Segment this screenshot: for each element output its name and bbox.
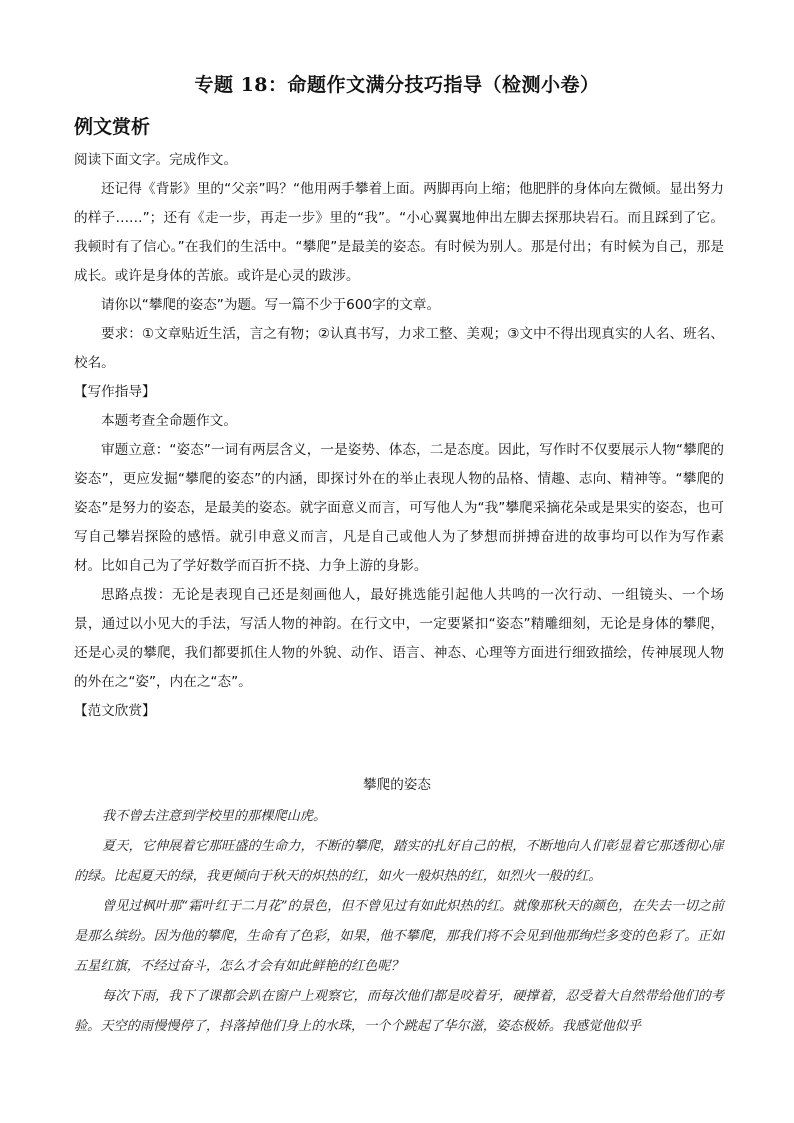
- prompt-section: [74, 146, 724, 726]
- essay-paragraph-3: 曾见过枫叶那“霜叶红于二月花”的景色，但不曾见过有如此炽热的红。就像那秋天的颜色，在失去一切之前是那么缤纷。因为他的攀爬，生命有了色彩，如果，他不攀爬，那我们将不会见到他那绚烂多变的色彩了。正如五星红旗，不经过奋斗，怎么才会有如此鲜艳的红色呢？: [74, 899, 724, 974]
- prompt-intro: 阅读下面文字。完成作文。: [74, 152, 238, 168]
- guide-heading: 【写作指导】: [74, 384, 156, 400]
- guide-paragraph-3: 思路点拨：无论是表现自己还是刻画他人，最好挑选能引起他人共鸣的一次行动、一组镜头、一个场景，通过以小见大的手法，写活人物的神韵。在行文中，一定要紧扣“姿态”精雕细刻，无论是身体的攀爬，还是心灵的攀爬，我们都要抓住人物的外貌、动作、语言、神态、心理等方面进行细致描绘，传神展现人物的外在之“姿”，内在之“态”。: [74, 587, 724, 690]
- essay-paragraph-1: 我不曾去注意到学校里的那棵爬山虎。: [102, 809, 327, 824]
- essay-paragraph-4: 每次下雨，我下了课都会趴在窗户上观察它，而每次他们都是咬着牙，硬撑着，忍受着大自然带给他们的考验。天空的雨慢慢停了，抖落掉他们身上的水珠，一个个跳起了华尔滋，姿态极娇。我感觉他似乎: [74, 989, 724, 1034]
- essay-body: [74, 802, 724, 1042]
- document-title: 专题 18：命题作文满分技巧指导（检测小卷）: [194, 74, 600, 96]
- guide-paragraph-2: 审题立意：“姿态”一词有两层含义，一是姿势、体态，二是态度。因此，写作时不仅要展示人物“攀爬的姿态”，更应发掘“攀爬的姿态”的内涵，即探讨外在的举止表现人物的品格、情趣、志向、精神等。“攀爬的姿态”是努力的姿态，是最美的姿态。就字面意义而言，可写他人为“我”攀爬采摘花朵或是果实的姿态，也可写自己攀岩探险的感悟。就引申意义而言，凡是自己或他人为了梦想而拼搏奋进的故事均可以作为写作素材。比如自己为了学好数学而百折不挠、力争上游的身影。: [74, 442, 724, 574]
- section-heading: 例文赏析: [74, 116, 151, 138]
- prompt-requirements: 要求：①文章贴近生活，言之有物；②认真书写，力求工整、美观；③文中不得出现真实的人名、班名、校名。: [74, 326, 724, 371]
- prompt-task: 请你以“攀爬的姿态”为题。写一篇不少于600字的文章。: [101, 297, 441, 313]
- prompt-body: 还记得《背影》里的“父亲”吗？“他用两手攀着上面。两脚再向上缩；他肥胖的身体向左微倾。显出努力的样子……”；还有《走一步，再走一步》里的“我”。“小心翼翼地伸出左脚去探那块岩石。而且踩到了它。我顿时有了信心。”在我们的生活中。“攀爬”是最美的姿态。有时候为别人。那是付出；有时候为自己，那是成长。或许是身体的苦旅。或许是心灵的跋涉。: [74, 181, 724, 284]
- essay-paragraph-2: 夏天，它伸展着它那旺盛的生命力，不断的攀爬，踏实的扎好自己的根，不断地向人们彰显着它那透彻心扉的绿。比起夏天的绿，我更倾向于秋天的炽热的红，如火一般炽热的红，如烈火一般的红。: [74, 839, 724, 884]
- sample-heading: 【范文欣赏】: [74, 703, 156, 719]
- essay-title: 攀爬的姿态: [363, 777, 431, 793]
- guide-paragraph-1: 本题考查全命题作文。: [101, 413, 237, 429]
